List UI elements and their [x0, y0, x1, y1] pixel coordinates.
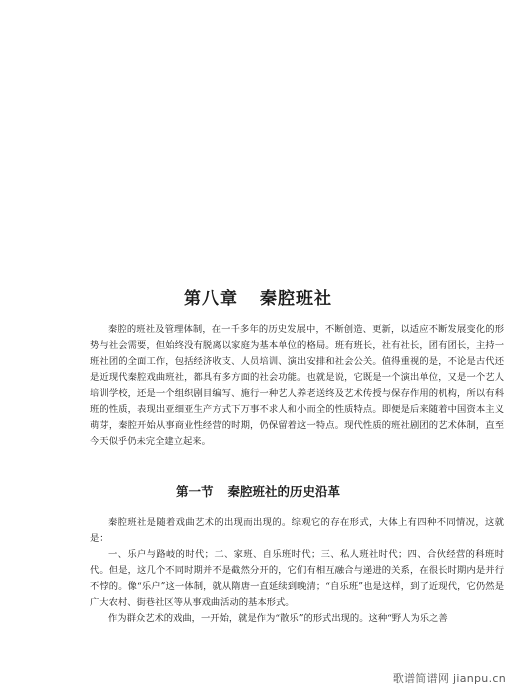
body-paragraph-2: 一、乐户与路岐的时代；二、家班、自乐班时代；三、私人班社时代；四、合伙经营的科班时代。但是，这几个不同时期并不是截然分开的，它们有相互融合与递进的关系，在很长时期内是并行不悖的。像“乐户”这一体制，就从隋唐一直延续到晚清；“自乐班”也是这样，到了近现代，它仍然是广大农村、街巷社区等从事戏曲活动的基本形式。 — [90, 549, 504, 608]
section-heading — [0, 482, 516, 500]
chapter-heading — [0, 284, 516, 309]
chapter-number: 第八章 — [184, 289, 238, 309]
site-watermark: 歌谱简谱网 jianpu.cn — [392, 672, 506, 685]
section-number: 第一节 — [175, 484, 214, 499]
chapter-intro-paragraph: 秦腔的班社及管理体制，在一千多年的历史发展中，不断创造、更新，以适应不断发展变化的形势与社会需要，但始终没有脱离以家庭为基本单位的格局。班有班长，社有社长，团有团长，主持一班社团的全面工作，包括经济收支、人员培训、演出安排和社会公关。值得重视的是，不论是古代还是近现代秦腔戏曲班社，都具有多方面的社会功能。也就是说，它既是一个演出单位，又是一个艺人培训学校，还是一个组织剧目编写、施行一种艺人养老送终及艺术传授与保存作用的机构，所以有科班的性质，表现出亚细亚生产方式下万事不求人和小而全的性质特点。即便是后来随着中国资本主义萌芽，秦腔开始从事商业性经营的时期，仍保留着这一特点。现代性质的班社剧团的艺术体制，直至今天似乎仍未完全建立起来。 — [90, 324, 504, 447]
body-paragraph-1: 秦腔班社是随着戏曲艺术的出现而出现的。综观它的存在形式，大体上有四种不同情况，这就是： — [90, 517, 504, 544]
body-paragraph-3: 作为群众艺术的戏曲，一开始，就是作为“散乐”的形式出现的。这种“野人为乐之善 — [108, 613, 448, 624]
chapter-title: 秦腔班社 — [260, 289, 332, 309]
section-title: 秦腔班社的历史沿革 — [227, 484, 341, 499]
